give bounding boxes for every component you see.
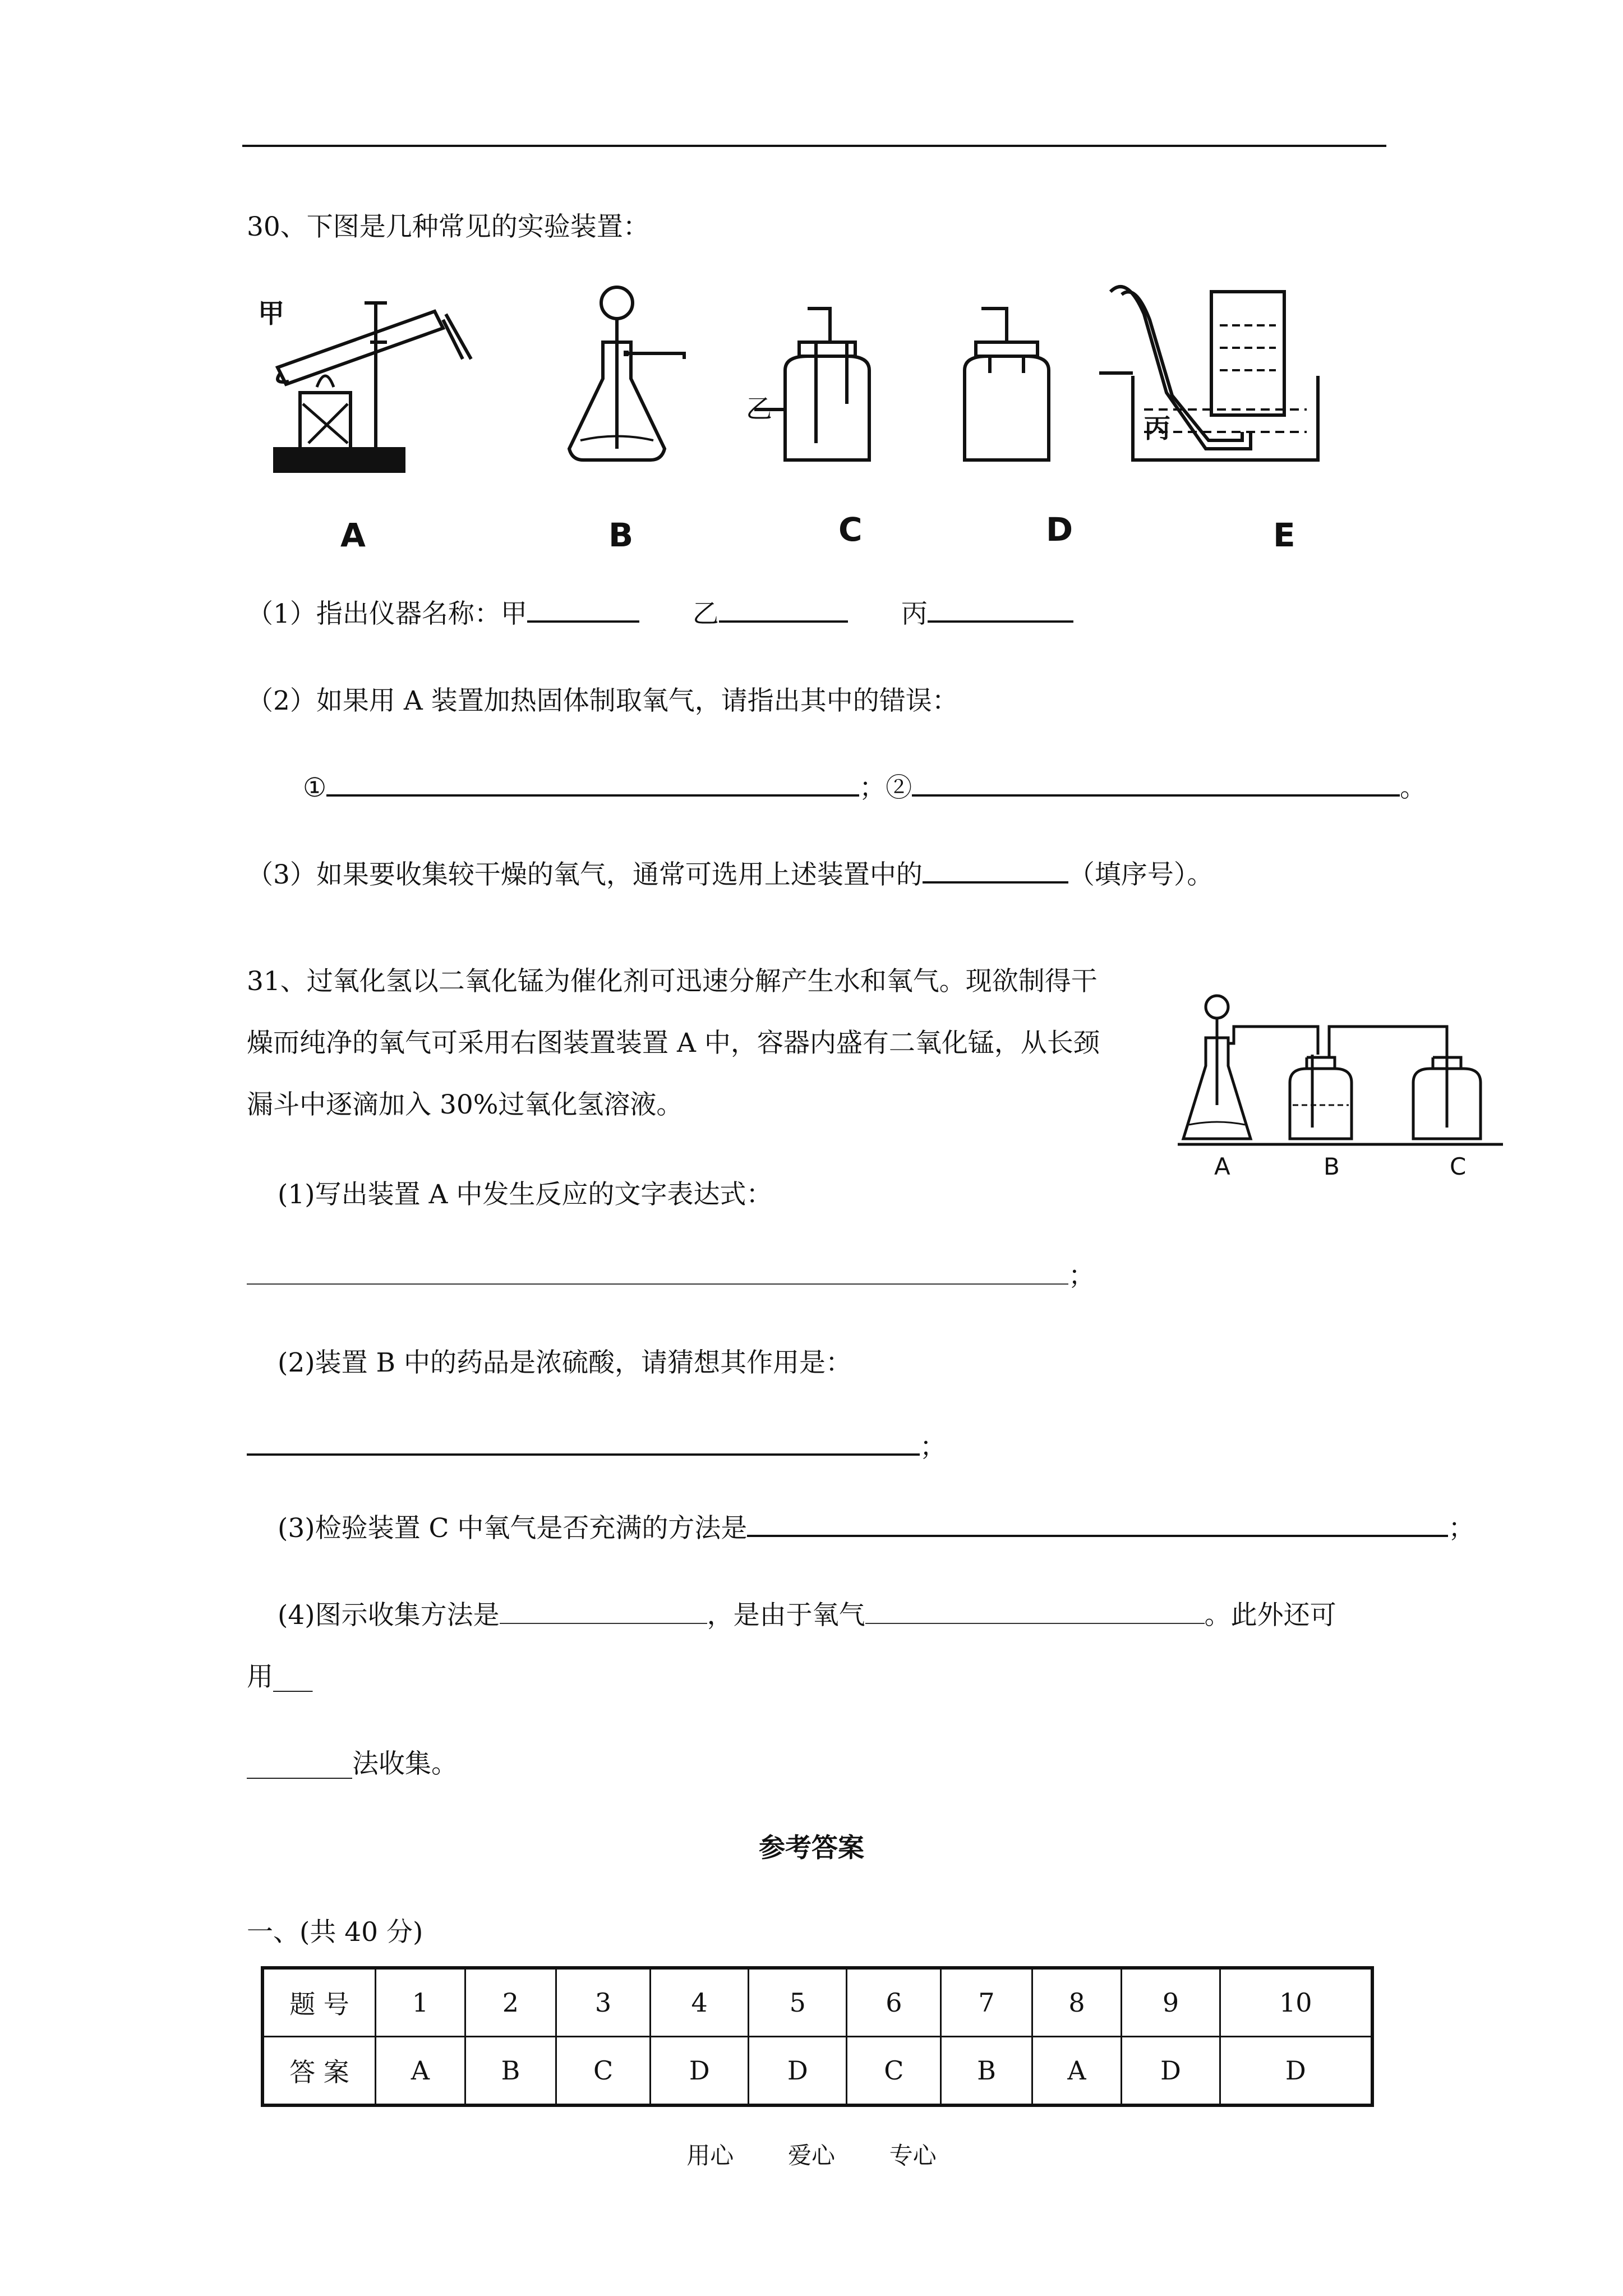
q31-part1-end: ； [1068, 1260, 1095, 1291]
q30-part3-suffix: （填序号）。 [1068, 859, 1214, 890]
q31-part3-prefix: (3)检验装置 C 中氧气是否充满的方法是 [278, 1513, 748, 1544]
figure-label-c: C [838, 510, 863, 549]
q31-apparatus-figure [1172, 993, 1509, 1150]
blank-jia[interactable] [527, 598, 639, 623]
q30-part3-prefix: （3）如果要收集较干燥的氧气，通常可选用上述装置中的 [247, 859, 923, 890]
callout-jia: 甲 [258, 298, 284, 329]
row-label: 答 案 [262, 2037, 376, 2106]
blank-sulfuric-acid-role[interactable] [247, 1431, 920, 1456]
apparatus-e [1099, 287, 1318, 460]
table-row-answers [262, 2037, 1372, 2106]
q31-part4-line3 [247, 1747, 458, 1781]
apparatus-a [275, 303, 471, 471]
q31-part4-c: 。此外还可 [1204, 1600, 1336, 1631]
blank-collection-method[interactable] [500, 1600, 707, 1624]
q31-line3: 漏斗中逐滴加入 30%过氧化氢溶液。 [247, 1089, 683, 1120]
table-cell: 2 [465, 1968, 556, 2037]
blank-bing[interactable] [928, 598, 1073, 623]
q30-title: 30、下图是几种常见的实验装置： [247, 211, 649, 242]
blank-reaction-expression[interactable] [247, 1261, 1068, 1285]
answer-table [261, 1966, 1374, 2107]
table-cell: 10 [1220, 1968, 1372, 2037]
table-cell: 1 [376, 1968, 465, 2037]
apparatus-d [965, 309, 1049, 460]
figure-label-a: A [340, 516, 366, 554]
q31-part4-b: ，是由于氧气 [707, 1600, 865, 1631]
footer-a: 用心 [686, 2142, 734, 2169]
table-cell: 7 [941, 1968, 1032, 2037]
q31-figure-label-c: C [1450, 1153, 1467, 1180]
q31-part1: (1)写出装置 A 中发生反应的文字表达式： [278, 1179, 773, 1210]
q31-part3 [278, 1512, 1474, 1545]
blank-error-2[interactable] [912, 772, 1400, 797]
q31-part3-end: ； [1448, 1513, 1475, 1544]
item-end: 。 [1400, 772, 1427, 803]
q31-line2: 燥而纯净的氧气可采用右图装置装置 A 中，容器内盛有二氧化锰，从长颈 [247, 1028, 1100, 1059]
figure-label-d: D [1046, 510, 1073, 549]
header-rule [242, 145, 1386, 147]
q30-part2-answers [303, 771, 1426, 805]
q31-part2: (2)装置 B 中的药品是浓硫酸，请猜想其作用是： [278, 1347, 852, 1378]
q31-part2-end: ； [920, 1432, 946, 1462]
table-cell: 8 [1032, 1968, 1122, 2037]
table-cell: 9 [1122, 1968, 1220, 2037]
q30-part1-bing: 丙 [901, 599, 928, 629]
blank-yi[interactable] [719, 598, 848, 623]
table-row-numbers [262, 1968, 1372, 2037]
table-cell: D [1220, 2037, 1372, 2106]
blank-test-method[interactable] [747, 1512, 1448, 1537]
blank-other-method[interactable]: ________ [247, 1749, 352, 1779]
q30-part1-prefix: （1）指出仪器名称：甲 [247, 599, 527, 629]
q31-part2-answer [247, 1430, 946, 1464]
q30-part2: （2）如果用 A 装置加热固体制取氧气，请指出其中的错误： [247, 685, 958, 716]
figure-label-e: E [1273, 516, 1295, 554]
table-cell: D [1122, 2037, 1220, 2106]
answers-section: 一、(共 40 分) [247, 1917, 423, 1948]
q30-part1 [247, 597, 1073, 631]
q31-part4-a: (4)图示收集方法是 [278, 1600, 500, 1631]
table-cell: A [1032, 2037, 1122, 2106]
q31-part4-line3-text: 法收集。 [352, 1749, 458, 1779]
footer-c: 专心 [889, 2142, 937, 2169]
blank-dry-oxygen[interactable] [923, 859, 1068, 884]
table-cell: B [465, 2037, 556, 2106]
table-cell: B [941, 2037, 1032, 2106]
q31-figure-label-a: A [1214, 1153, 1230, 1180]
q31-line1: 31、过氧化氢以二氧化锰为催化剂可迅速分解产生水和氧气。现欲制得干 [247, 966, 1098, 997]
q31-part1-answer [247, 1259, 1095, 1293]
table-cell: C [556, 2037, 651, 2106]
item1-mark: ① [303, 772, 327, 803]
callout-yi: 乙 [746, 394, 772, 425]
q31-figure-label-b: B [1324, 1153, 1340, 1180]
q30-apparatus-figure [247, 280, 1402, 561]
row-label: 题 号 [262, 1968, 376, 2037]
figure-label-b: B [608, 516, 634, 554]
table-cell: D [651, 2037, 749, 2106]
footer [0, 2137, 1623, 2171]
table-cell: A [376, 2037, 465, 2106]
q30-part1-yi: 乙 [692, 599, 719, 629]
answers-heading: 参考答案 [759, 1833, 864, 1864]
q31-part4-line2: 用___ [247, 1662, 313, 1692]
footer-b: 爱心 [787, 2142, 835, 2169]
table-cell: 5 [749, 1968, 847, 2037]
item2-mark: ；② [859, 772, 912, 803]
q30-part3 [247, 858, 1213, 892]
blank-oxygen-property[interactable] [865, 1600, 1205, 1624]
table-cell: D [749, 2037, 847, 2106]
callout-bing: 丙 [1144, 413, 1170, 444]
blank-error-1[interactable] [326, 772, 859, 797]
q31-part4 [278, 1599, 1336, 1632]
table-cell: 6 [847, 1968, 941, 2037]
table-cell: C [847, 2037, 941, 2106]
apparatus-c [754, 309, 869, 460]
apparatus-b [569, 287, 684, 460]
table-cell: 3 [556, 1968, 651, 2037]
table-cell: 4 [651, 1968, 749, 2037]
